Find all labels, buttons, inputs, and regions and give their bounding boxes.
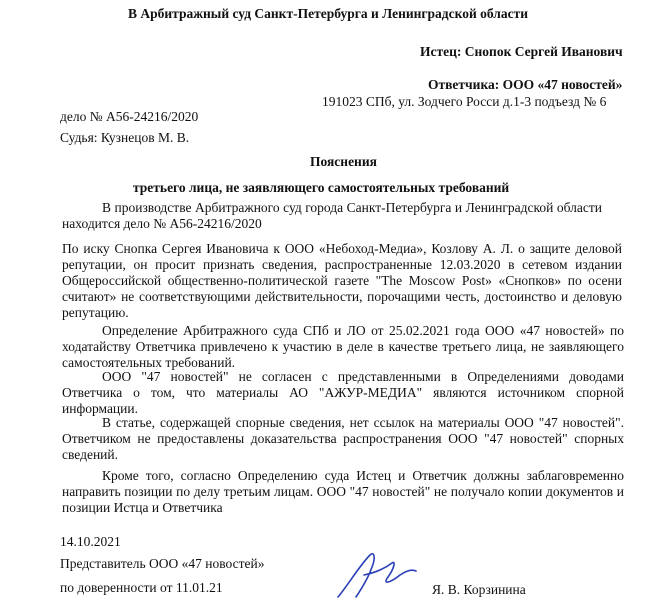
paragraph-documents: Кроме того, согласно Определению суда Истец и Ответчик должны заблаговременно направить позиции по делу третьим лицам. ООО "47 новостей" не получало копии документов и позиции Истца и Ответчика: [62, 468, 624, 515]
paragraph-article: В статье, содержащей спорные сведения, нет ссылок на материалы ООО "47 новостей". Ответчиком не предоставлены доказательства распространения ООО "47 новостей" спорных сведений.: [62, 415, 624, 462]
document-title: Пояснения: [310, 154, 377, 169]
power-of-attorney: по доверенности от 11.01.21: [60, 580, 223, 595]
document-date: 14.10.2021: [60, 534, 121, 549]
judge: Судья: Кузнецов М. В.: [60, 130, 190, 145]
court-name: В Арбитражный суд Санкт-Петербурга и Ленинградской области: [128, 6, 529, 21]
case-number: дело № А56-24216/2020: [60, 109, 199, 124]
paragraph-claim: По иску Снопка Сергея Ивановича к ООО «Небоход-Медиа», Козлову А. Л. о защите деловой репутации, он просит признать сведения, распространенные 12.03.2020 в сетевом издании Общероссийской общественно-политической газете "The Moscow Post» «Снопков» по осени считают» не соответствующими действительности, порочащими честь, достоинство и деловую репутацию.: [62, 241, 622, 320]
plaintiff: Истец: Снопок Сергей Иванович: [420, 44, 623, 59]
paragraph-proceedings: В производстве Арбитражного суд города Санкт-Петербурга и Ленинградской области находится дело № А56-24216/2020: [62, 200, 602, 231]
defendant: Ответчика: ООО «47 новостей»: [428, 77, 623, 92]
signer-name: Я. В. Корзинина: [432, 582, 526, 597]
paragraph-determination: Определение Арбитражного суда СПб и ЛО от 25.02.2021 года ООО «47 новостей» по ходатайству Ответчика привлечено к участию в деле в качестве третьего лица, не заявляющего самостоятельных требований.: [62, 323, 624, 370]
defendant-address: 191023 СПб, ул. Зодчего Росси д.1-3 подъезд № 6: [322, 94, 607, 109]
representative: Представитель ООО «47 новостей»: [60, 556, 265, 571]
handwritten-signature: [330, 545, 420, 599]
paragraph-disagreement: ООО "47 новостей" не согласен с представленными в Определениями доводами Ответчика о том, что материалы АО "АЖУР-МЕДИА" являются источником спорной информации.: [62, 369, 624, 416]
document-subtitle: третьего лица, не заявляющего самостоятельных требований: [133, 180, 510, 195]
